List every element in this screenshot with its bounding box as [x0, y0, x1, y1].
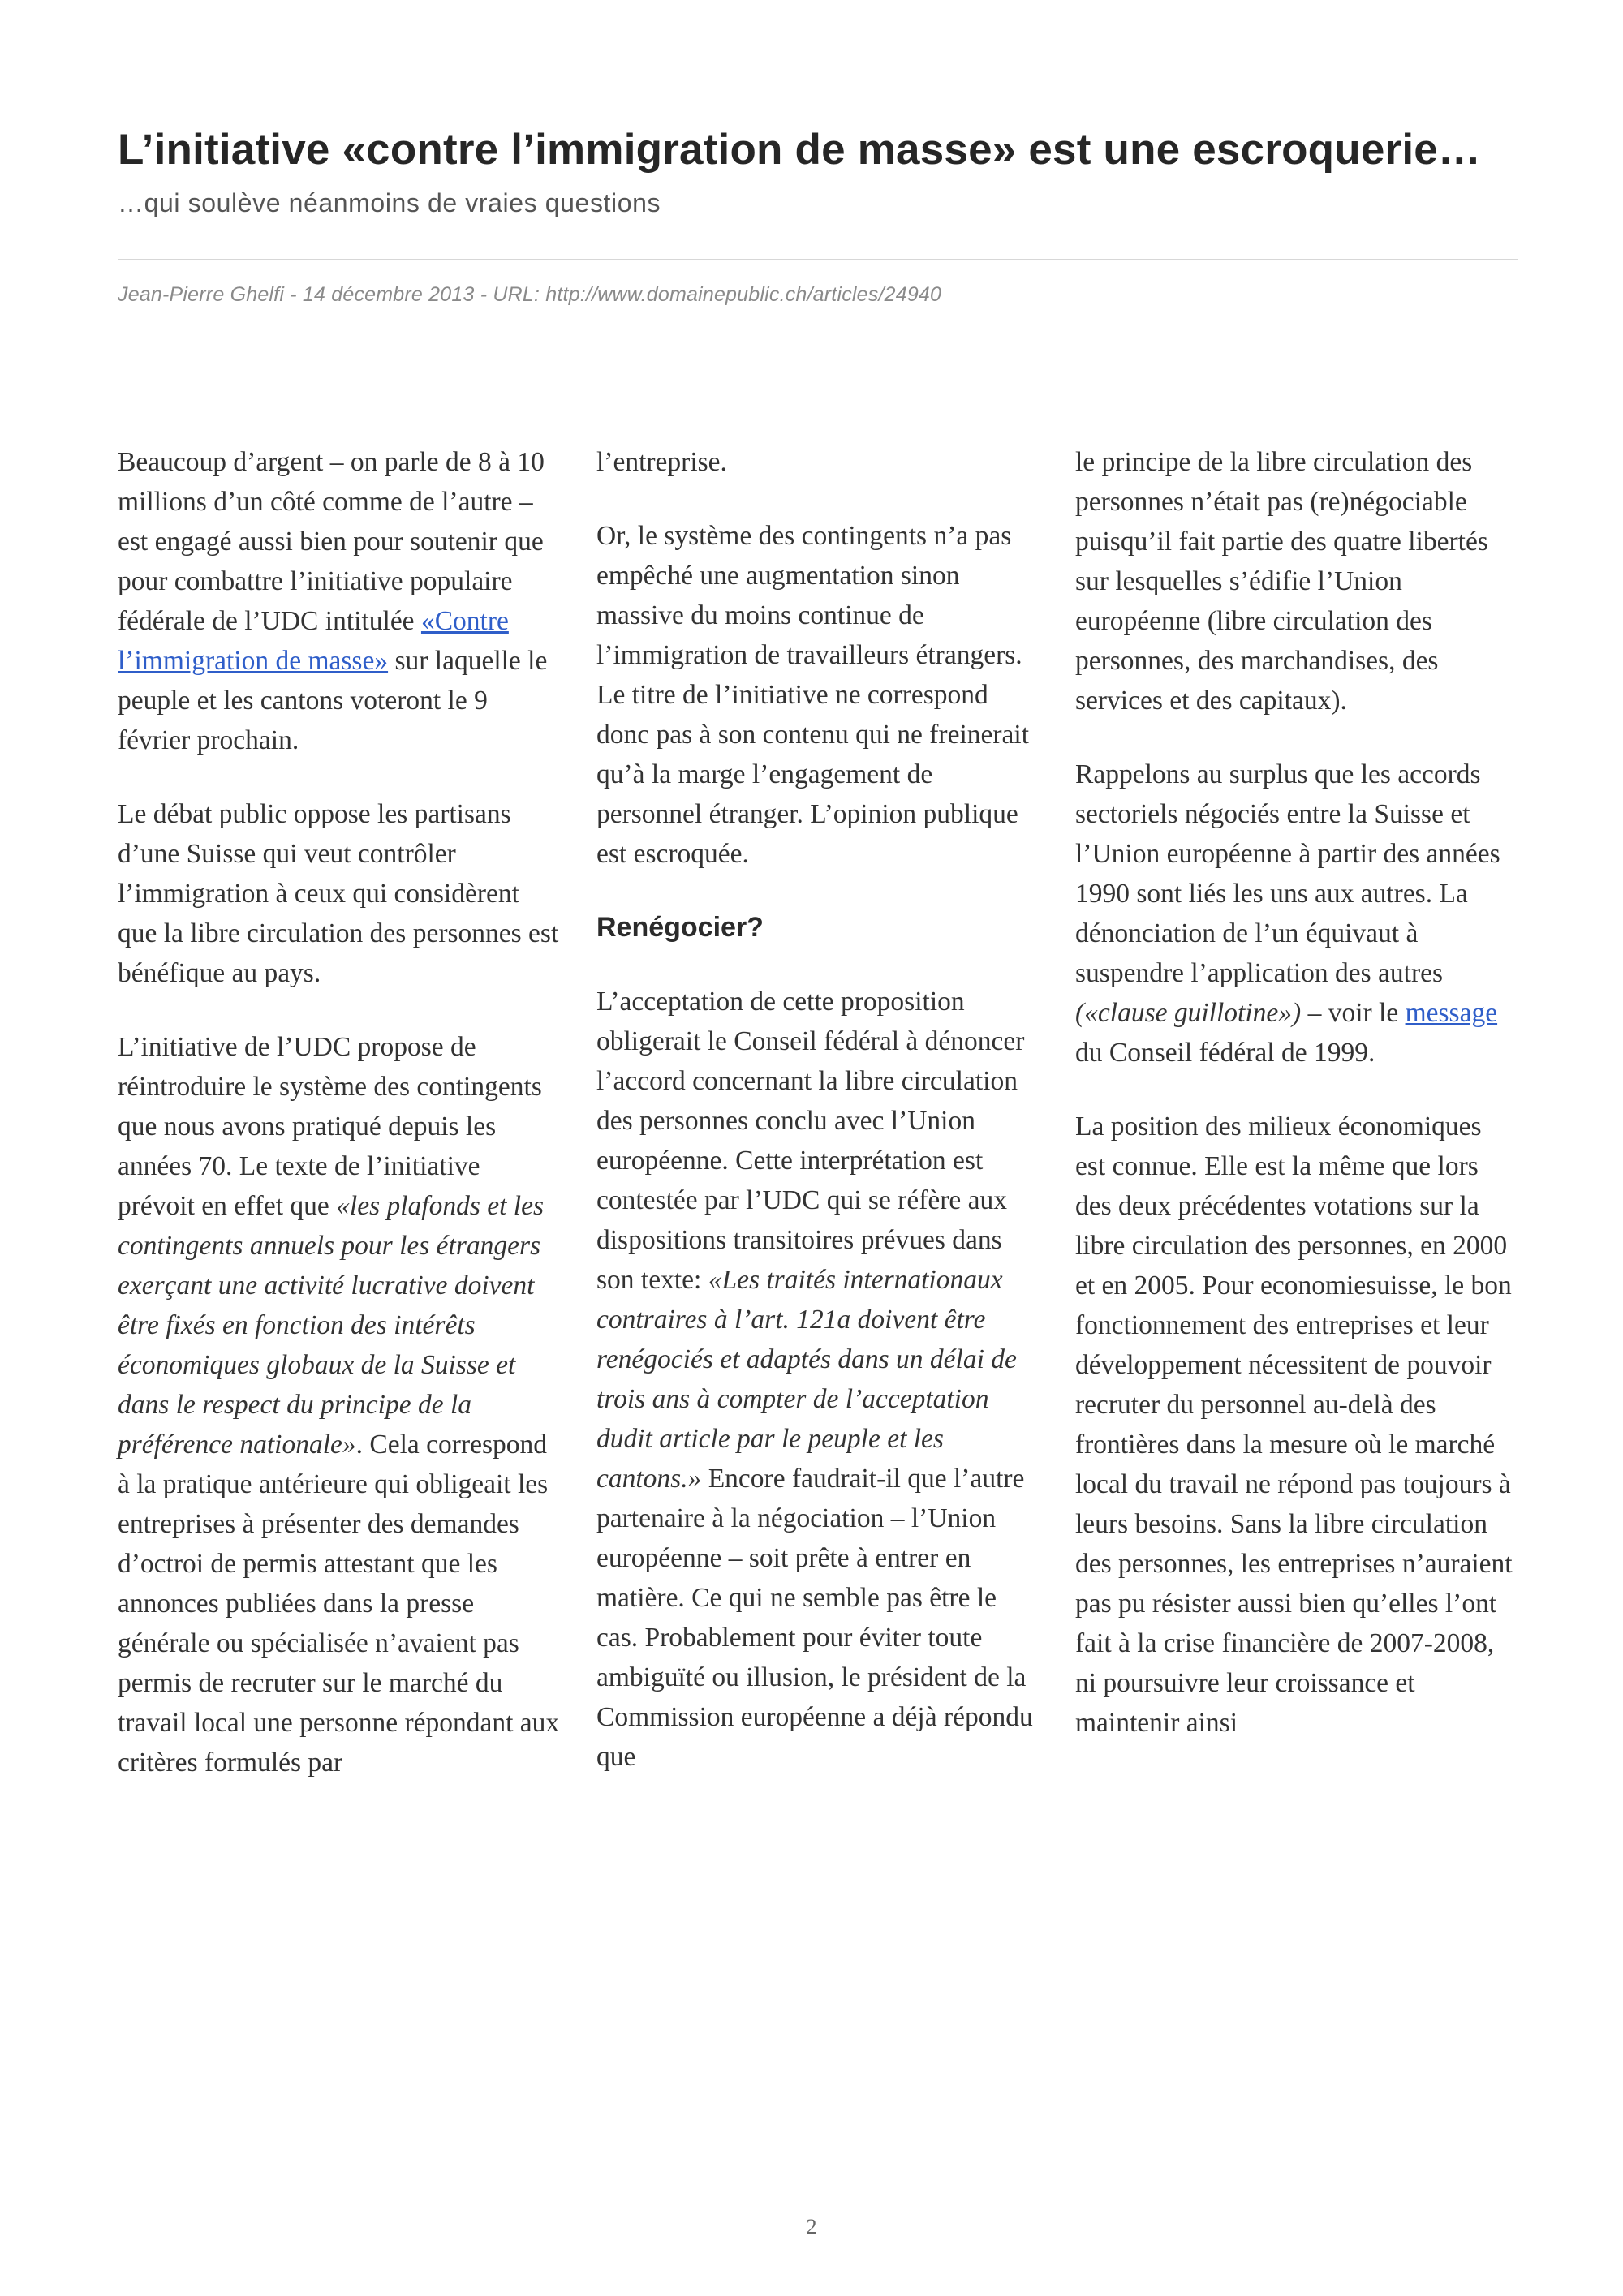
- paragraph-5-text-a: L’acceptation de cette proposition obligerait le Conseil fédéral à dénoncer l’accord concernant la libre circulation des personnes conclu avec l’Union européenne. Cette interprétation est contestée par l’UDC qui se réfère aux dispositions transitoires prévues dans son texte:: [596, 987, 1025, 1295]
- article-title: L’initiative «contre l’immigration de masse» est une escroquerie…: [118, 126, 1482, 174]
- article-page: [118, 122, 1518, 1778]
- page-number: 2: [806, 2215, 817, 2238]
- column-1: [118, 442, 560, 1817]
- paragraph-1-text-b: sur laquelle le peuple et les cantons voteront le 9 février prochain.: [118, 646, 548, 755]
- guillotine-clause-quote: («clause guillotine»): [1075, 998, 1302, 1028]
- header-divider: [118, 259, 1518, 260]
- paragraph-6: [1075, 755, 1518, 1073]
- paragraph-2: Le débat public oppose les partisans d’une Suisse qui veut contrôler l’immigration à ceux qui considèrent que la libre circulation des personnes est bénéfique au pays.: [118, 799, 559, 988]
- article-subtitle: …qui soulève néanmoins de vraies questions: [118, 188, 661, 217]
- paragraph-3-text-b: . Cela correspond à la pratique antérieure qui obligeait les entreprises à présenter des demandes d’octroi de permis attestant que les annonces publiées dans la presse générale ou spécialisée n’avaient pas permis de recruter sur le marché du travail local une personne répondant aux critères formulés par: [118, 1430, 560, 1778]
- paragraph-6-text-a: Rappelons au surplus que les accords sectoriels négociés entre la Suisse et l’Union européenne à partir des années 1990 sont liés les uns aux autres. La dénonciation de l’un équivaut à suspendre l’application des autres: [1075, 759, 1500, 988]
- column-3: [1075, 442, 1518, 1777]
- paragraph-6-text-c: du Conseil fédéral de 1999.: [1075, 1038, 1375, 1068]
- initiative-quote: «les plafonds et les contingents annuels pour les étrangers exerçant une activité lucrative doivent être fixés en fonction des intérêts économiques globaux de la Suisse et dans le respect du principe de la préférence nationale»: [118, 1191, 545, 1460]
- paragraph-3: [118, 1027, 560, 1782]
- paragraph-5-text-b: Encore faudrait-il que l’autre partenaire à la négociation – l’Union européenne – soit prête à entrer en matière. Ce qui ne semble pas être le cas. Probablement pour éviter toute ambiguïté ou illusion, le président de la Commission européenne a déjà répondu que: [596, 1464, 1033, 1772]
- paragraph-1-text-a: Beaucoup d’argent – on parle de 8 à 10 millions d’un côté comme de l’autre – est engagé aussi bien pour soutenir que pour combattre l’initiative populaire fédérale de l’UDC intitulée: [118, 447, 545, 636]
- paragraph-7: La position des milieux économiques est connue. Elle est la même que lors des deux précédentes votations sur la libre circulation des personnes, en 2000 et en 2005. Pour economiesuisse, le bon fonctionnement des entreprises et leur développement nécessitent de pouvoir recruter du personnel au-delà des frontières dans la mesure où le marché local du travail ne répond pas toujours à leurs besoins. Sans la libre circulation des personnes, les entreprises n’auraient pas pu résister aussi bien qu’elles l’ont fait à la crise financière de 2007-2008, ni poursuivre leur croissance et maintenir ainsi: [1075, 1111, 1513, 1738]
- transitional-provisions-quote: «Les traités internationaux contraires à l’art. 121a doivent être renégociés et adaptés dans un délai de trois ans à compter de l’acceptation dudit article par le peuple et les cantons.»: [596, 1265, 1017, 1494]
- paragraph-3-continued: l’entreprise.: [596, 447, 727, 477]
- paragraph-5-continued: le principe de la libre circulation des personnes n’était pas (re)négociable puisqu’il fait partie des quatre libertés sur lesquelles s’édifie l’Union européenne (libre circulation des personnes, des marchandises, des services et des capitaux).: [1075, 447, 1488, 716]
- initiative-link[interactable]: «Contre l’immigration de masse»: [118, 606, 509, 676]
- section-heading-renegocier: Renégocier?: [596, 912, 764, 943]
- paragraph-3-text-a: L’initiative de l’UDC propose de réintroduire le système des contingents que nous avons pratiqué depuis les années 70. Le texte de l’initiative prévoit en effet que: [118, 1032, 542, 1221]
- paragraph-4: Or, le système des contingents n’a pas empêché une augmentation sinon massive du moins continue de l’immigration de travailleurs étrangers. Le titre de l’initiative ne correspond donc pas à son contenu qui ne freinerait qu’à la marge l’engagement de personnel étranger. L’opinion publique est escroquée.: [596, 521, 1030, 869]
- column-2: [596, 442, 1039, 1811]
- article-meta: Jean-Pierre Ghelfi - 14 décembre 2013 - URL: http://www.domainepublic.ch/articles/24940: [118, 283, 942, 306]
- article-body: [118, 442, 1518, 2284]
- message-link[interactable]: message: [1405, 998, 1498, 1028]
- paragraph-1: [118, 442, 560, 760]
- paragraph-6-text-b: – voir le: [1301, 998, 1406, 1028]
- paragraph-5: [596, 982, 1039, 1777]
